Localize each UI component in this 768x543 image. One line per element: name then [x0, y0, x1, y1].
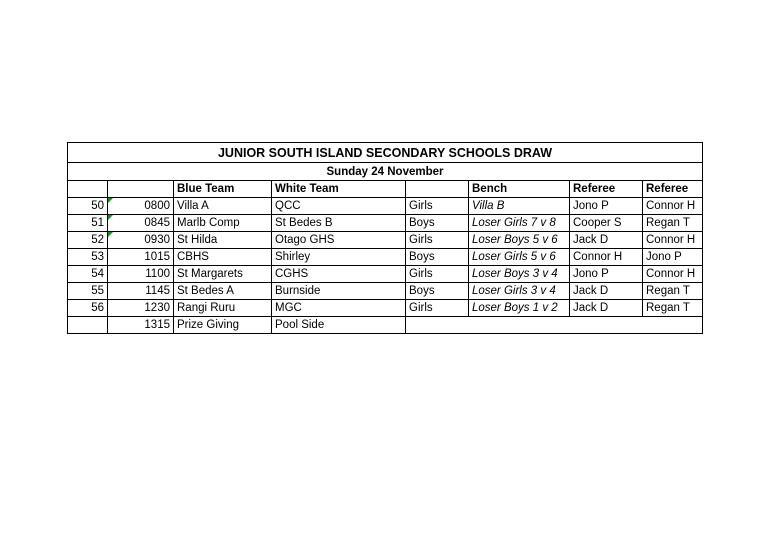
referee-1-cell[interactable] [570, 215, 643, 232]
division-cell[interactable] [406, 283, 469, 300]
table-row [68, 232, 703, 249]
game-number-cell-text: 53 [91, 251, 104, 263]
referee-1-cell[interactable] [570, 300, 643, 317]
referee-1-cell-text: Jono P [573, 268, 609, 280]
referee-2-cell[interactable] [643, 198, 703, 215]
referee-1-cell[interactable] [570, 283, 643, 300]
header-blue-team[interactable]: Blue Team [174, 181, 272, 198]
table-row [68, 215, 703, 232]
white-team-cell-text: St Bedes B [275, 217, 333, 229]
referee-2-cell[interactable] [643, 266, 703, 283]
header-referee-2[interactable]: Referee [643, 181, 703, 198]
referee-1-cell-text: Jack D [573, 285, 609, 297]
bench-cell-text: Loser Girls 7 v 8 [472, 217, 556, 229]
draw-table [67, 142, 703, 334]
blue-team-cell-text: Villa A [177, 200, 209, 212]
game-number-cell-text: 50 [91, 200, 104, 212]
time-cell-text: 1100 [145, 268, 170, 280]
time-cell[interactable] [108, 283, 174, 300]
division-cell[interactable] [406, 232, 469, 249]
white-team-cell[interactable] [272, 266, 406, 283]
game-number-cell[interactable] [68, 249, 108, 266]
referee-2-cell[interactable] [643, 300, 703, 317]
time-cell[interactable] [108, 198, 174, 215]
white-team-cell[interactable] [272, 198, 406, 215]
referee-1-cell[interactable] [570, 198, 643, 215]
referee-2-cell-text: Connor H [646, 234, 696, 246]
referee-2-cell[interactable] [643, 215, 703, 232]
game-number-cell[interactable] [68, 215, 108, 232]
division-cell[interactable] [406, 266, 469, 283]
table-row [68, 300, 703, 317]
white-team-cell[interactable] [272, 300, 406, 317]
time-cell[interactable] [108, 232, 174, 249]
white-team-cell[interactable] [272, 232, 406, 249]
header-referee-1[interactable]: Referee [570, 181, 643, 198]
referee-1-cell[interactable] [570, 266, 643, 283]
blue-team-cell[interactable] [174, 283, 272, 300]
header-game[interactable] [68, 181, 108, 198]
blue-team-cell-text: St Hilda [177, 234, 218, 246]
referee-1-cell[interactable] [570, 249, 643, 266]
white-team-cell[interactable] [272, 249, 406, 266]
bench-cell-text: Loser Boys 1 v 2 [472, 302, 558, 314]
white-team-cell-text: Otago GHS [275, 234, 335, 246]
game-number-cell[interactable] [68, 283, 108, 300]
bench-cell[interactable] [469, 198, 570, 215]
referee-1-cell-text: Cooper S [573, 217, 622, 229]
referee-1-cell-text: Jono P [573, 200, 609, 212]
table-row [68, 198, 703, 215]
table-row [68, 266, 703, 283]
time-cell-text: 0800 [144, 200, 170, 212]
game-number-cell-text: 52 [91, 234, 104, 246]
division-cell-text: Boys [409, 285, 435, 297]
game-number-cell[interactable] [68, 266, 108, 283]
header-division[interactable] [406, 181, 469, 198]
draw-title: JUNIOR SOUTH ISLAND SECONDARY SCHOOLS DRAW [68, 143, 703, 163]
bench-cell-text: Villa B [472, 200, 505, 212]
title-row [68, 143, 703, 163]
referee-1-cell-text: Connor H [573, 251, 623, 263]
bench-cell-text: Loser Girls 5 v 6 [472, 251, 556, 263]
bench-cell-text: Loser Girls 3 v 4 [472, 285, 556, 297]
bench-cell[interactable] [469, 215, 570, 232]
white-team-cell-text: QCC [275, 200, 301, 212]
division-cell-text: Boys [409, 251, 435, 263]
time-cell[interactable] [108, 300, 174, 317]
blue-team-cell-text: St Bedes A [177, 285, 234, 297]
game-number-cell-text: 55 [91, 285, 104, 297]
bench-cell-text: Loser Boys 3 v 4 [472, 268, 558, 280]
bench-cell[interactable] [469, 249, 570, 266]
referee-1-cell-text: Jack D [573, 302, 609, 314]
blue-team-cell[interactable] [174, 266, 272, 283]
blue-team-cell-text: Rangi Ruru [177, 302, 236, 314]
date-row [68, 163, 703, 181]
blue-team-cell-text: CBHS [177, 251, 209, 263]
blue-team-cell-text: Marlb Comp [177, 217, 240, 229]
time-cell-text: 0930 [144, 234, 170, 246]
referee-2-cell[interactable] [643, 232, 703, 249]
blue-team-cell[interactable]: Prize Giving [174, 317, 272, 334]
bench-cell[interactable] [469, 283, 570, 300]
division-cell[interactable] [406, 198, 469, 215]
blue-team-cell[interactable] [174, 215, 272, 232]
bench-cell[interactable] [469, 266, 570, 283]
white-team-cell-text: MGC [275, 302, 302, 314]
table-row-final [68, 317, 703, 334]
time-cell[interactable] [108, 215, 174, 232]
division-cell-text: Boys [409, 217, 435, 229]
blue-team-cell[interactable] [174, 198, 272, 215]
blue-team-cell[interactable] [174, 300, 272, 317]
game-number-cell-text: 56 [91, 302, 104, 314]
division-cell-text: Girls [409, 302, 433, 314]
time-cell-text: 1015 [144, 251, 170, 263]
division-cell-text: Girls [409, 234, 433, 246]
blue-team-cell-text: St Margarets [177, 268, 243, 280]
game-number-cell-text: 54 [91, 268, 104, 280]
referee-2-cell-text: Connor H [646, 268, 696, 280]
white-team-cell-text: CGHS [275, 268, 309, 280]
white-team-cell-text: Shirley [275, 251, 311, 263]
referee-2-cell-text: Regan T [646, 217, 690, 229]
header-bench[interactable]: Bench [469, 181, 570, 198]
referee-2-cell[interactable] [643, 283, 703, 300]
game-number-cell-text: 51 [91, 217, 104, 229]
game-number-cell[interactable] [68, 300, 108, 317]
header-row [68, 181, 703, 198]
game-number-cell[interactable] [68, 198, 108, 215]
cell-note-marker-icon [108, 198, 113, 203]
time-cell[interactable]: 1315 [108, 317, 174, 334]
division-cell-text: Girls [409, 200, 433, 212]
time-cell-text: 0845 [144, 217, 170, 229]
game-number-cell[interactable] [68, 232, 108, 249]
division-cell-text: Girls [409, 268, 433, 280]
bench-cell[interactable] [469, 300, 570, 317]
referee-2-cell[interactable] [643, 249, 703, 266]
white-team-cell[interactable]: Pool Side [272, 317, 406, 334]
division-cell[interactable] [406, 249, 469, 266]
header-white-team[interactable]: White Team [272, 181, 406, 198]
time-cell-text: 1230 [144, 302, 170, 314]
game-number-cell[interactable] [68, 317, 108, 334]
white-team-cell[interactable] [272, 215, 406, 232]
bench-cell-text: Loser Boys 5 v 6 [472, 234, 558, 246]
table-row [68, 249, 703, 266]
empty-span-cell[interactable] [406, 317, 703, 334]
referee-2-cell-text: Regan T [646, 302, 690, 314]
referee-2-cell-text: Jono P [646, 251, 682, 263]
blue-team-cell[interactable] [174, 249, 272, 266]
blue-team-cell[interactable] [174, 232, 272, 249]
referee-2-cell-text: Regan T [646, 285, 690, 297]
referee-1-cell-text: Jack D [573, 234, 609, 246]
table-row [68, 283, 703, 300]
referee-1-cell[interactable] [570, 232, 643, 249]
bench-cell[interactable] [469, 232, 570, 249]
referee-2-cell-text: Connor H [646, 200, 696, 212]
cell-note-marker-icon [108, 232, 113, 237]
time-cell[interactable] [108, 249, 174, 266]
division-cell[interactable] [406, 300, 469, 317]
draw-date: Sunday 24 November [68, 163, 703, 181]
white-team-cell[interactable] [272, 283, 406, 300]
header-time[interactable] [108, 181, 174, 198]
cell-note-marker-icon [108, 215, 113, 220]
division-cell[interactable] [406, 215, 469, 232]
time-cell[interactable] [108, 266, 174, 283]
white-team-cell-text: Burnside [275, 285, 321, 297]
time-cell-text: 1145 [145, 285, 170, 297]
